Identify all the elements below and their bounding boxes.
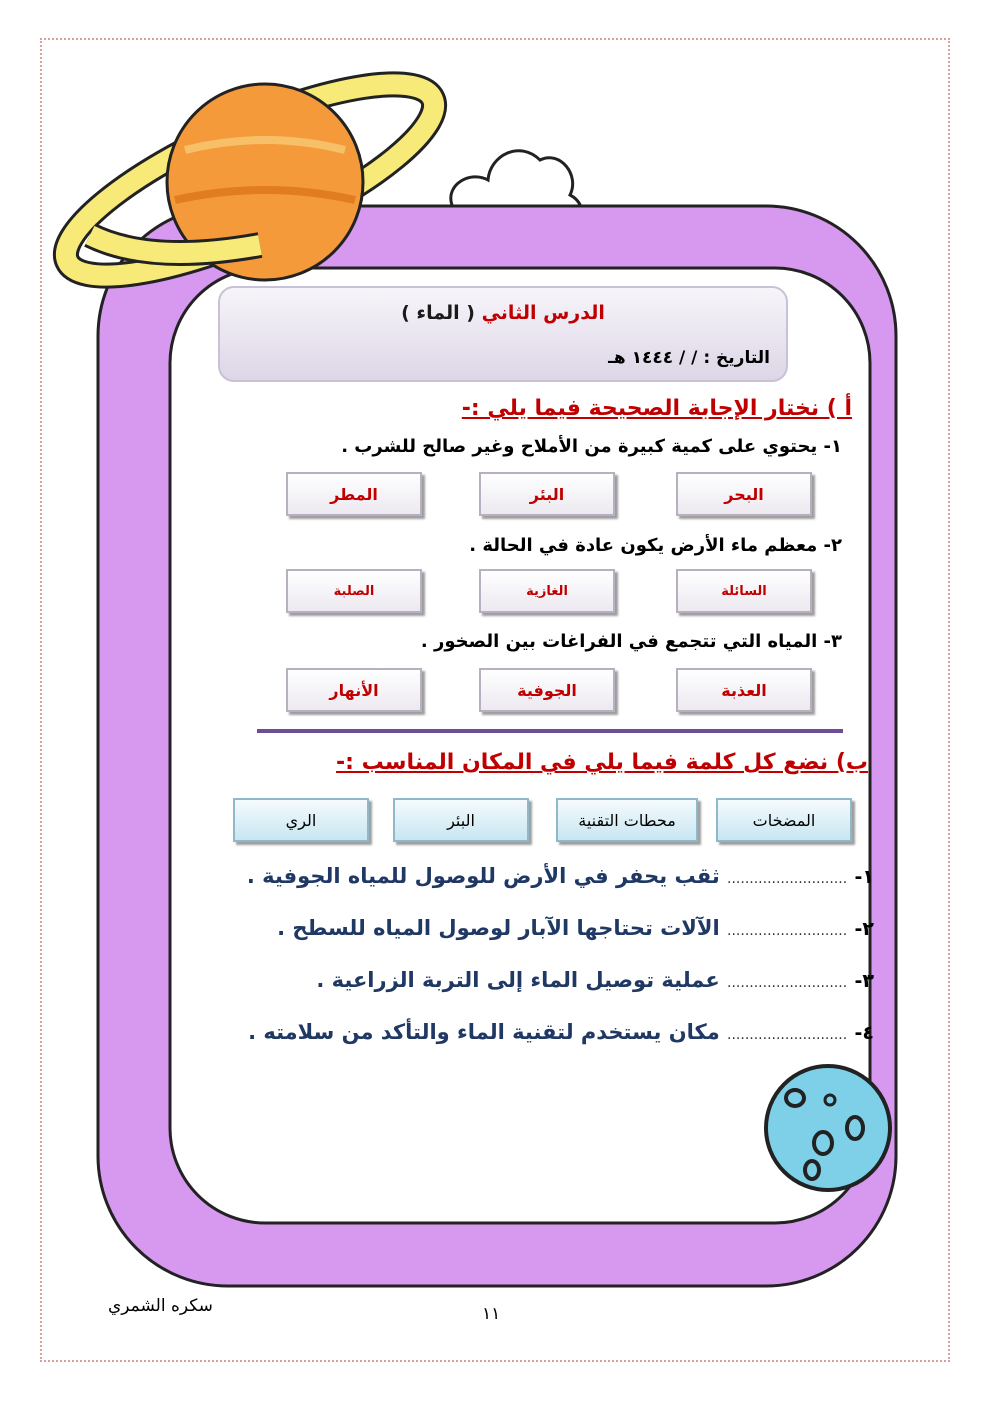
date-line: التاريخ : / / ١٤٤٤ هـ bbox=[608, 348, 770, 368]
fill-item-2: ٢- ........................... الآلات تحتاجها الآبار لوصول المياه للسطح . bbox=[277, 916, 874, 940]
section-divider bbox=[257, 729, 843, 733]
question-3: ٣- المياه التي تتجمع في الفراغات بين الصخور . bbox=[420, 631, 842, 652]
blank-3[interactable]: ........................... bbox=[727, 975, 848, 991]
word-bank-item-1[interactable]: المضخات bbox=[716, 798, 852, 842]
question-1: ١- يحتوي على كمية كبيرة من الأملاح وغير صالح للشرب . bbox=[341, 436, 842, 457]
fill-item-3: ٣- ........................... عملية توصيل الماء إلى التربة الزراعية . bbox=[316, 968, 874, 992]
word-bank-item-3[interactable]: البئر bbox=[393, 798, 529, 842]
blank-1[interactable]: ........................... bbox=[727, 871, 848, 887]
lesson-topic: ( الماء ) bbox=[401, 302, 475, 324]
q2-option-3[interactable]: الصلبة bbox=[286, 569, 422, 613]
fill-item-4: ٤- ........................... مكان يستخدم لتقنية الماء والتأكد من سلامته . bbox=[248, 1020, 874, 1044]
q3-option-2[interactable]: الجوفية bbox=[479, 668, 615, 712]
section-a-title: أ ) نختار الإجابة الصحيحة فيما يلي :- bbox=[461, 396, 852, 421]
question-2: ٢- معظم ماء الأرض يكون عادة في الحالة . bbox=[469, 535, 842, 556]
q1-option-2[interactable]: البئر bbox=[479, 472, 615, 516]
q1-option-3[interactable]: المطر bbox=[286, 472, 422, 516]
word-bank-item-2[interactable]: محطات التقنية bbox=[556, 798, 698, 842]
page-number: ١١ bbox=[482, 1304, 501, 1324]
q3-option-1[interactable]: العذبة bbox=[676, 668, 812, 712]
lesson-header-box bbox=[218, 286, 788, 382]
fill-item-1: ١- ........................... ثقب يحفر في الأرض للوصول للمياه الجوفية . bbox=[246, 864, 874, 888]
q2-option-1[interactable]: السائلة bbox=[676, 569, 812, 613]
blank-4[interactable]: ........................... bbox=[727, 1027, 848, 1043]
moon-body bbox=[766, 1066, 890, 1190]
q1-option-1[interactable]: البحر bbox=[676, 472, 812, 516]
q3-option-3[interactable]: الأنهار bbox=[286, 668, 422, 712]
blank-2[interactable]: ........................... bbox=[727, 923, 848, 939]
section-b-title: ب) نضع كل كلمة فيما يلي في المكان المناسب :- bbox=[336, 750, 868, 775]
lesson-title: الدرس الثاني ( الماء ) bbox=[401, 302, 605, 324]
q2-option-2[interactable]: الغازية bbox=[479, 569, 615, 613]
word-bank-item-4[interactable]: الري bbox=[233, 798, 369, 842]
author-name: سكره الشمري bbox=[108, 1296, 213, 1316]
